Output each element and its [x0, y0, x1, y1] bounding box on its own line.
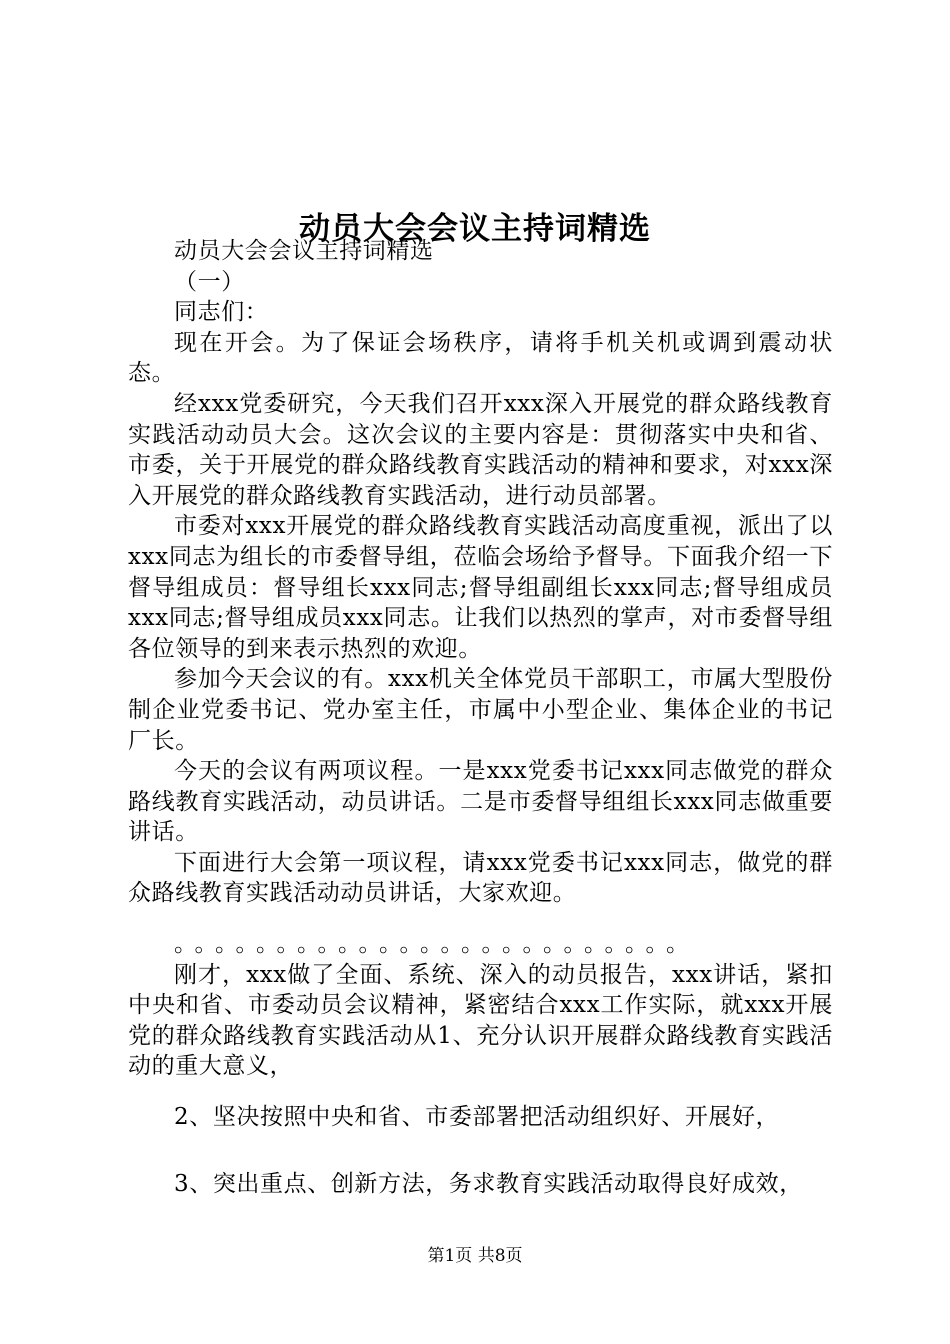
subtitle-paragraph: 动员大会会议主持词精选 — [174, 238, 434, 264]
body-paragraph: 下面进行大会第一项议程，请xxx党委书记xxx同志，做党的群众路线教育实践活动动员讲话，大家欢迎。 — [128, 849, 833, 907]
document-body — [128, 236, 833, 1199]
body-paragraph: 参加今天会议的有。xxx机关全体党员干部职工，市属大型股份制企业党委书记、党办室主任，市属中小型企业、集体企业的书记厂长。 — [128, 666, 833, 754]
list-item: 3、突出重点、创新方法，务求教育实践活动取得良好成效， — [174, 1170, 803, 1197]
ellipsis-separator: 。。。。。。。。。。。。。。。。。。。。。。。。。 — [174, 931, 698, 958]
body-paragraph: 市委对xxx开展党的群众路线教育实践活动高度重视，派出了以xxx同志为组长的市委督导组，莅临会场给予督导。下面我介绍一下督导组成员：督导组长xxx同志;督导组副组长xxx同志;督导组成员xxx同志;督导组成员xxx同志。让我们以热烈的掌声，对市委督导组各位领导的到来表示热烈的欢迎。 — [128, 513, 833, 662]
body-paragraph: 经xxx党委研究，今天我们召开xxx深入开展党的群众路线教育实践活动动员大会。这次会议的主要内容是：贯彻落实中央和省、市委，关于开展党的群众路线教育实践活动的精神和要求，对xxx深入开展党的群众路线教育实践活动，进行动员部署。 — [128, 390, 833, 509]
body-paragraph: 现在开会。为了保证会场秩序，请将手机关机或调到震动状态。 — [128, 329, 833, 387]
body-paragraph: 今天的会议有两项议程。一是xxx党委书记xxx同志做党的群众路线教育实践活动，动员讲话。二是市委督导组组长xxx同志做重要讲话。 — [128, 758, 833, 846]
document-title: 动员大会会议主持词精选 — [299, 210, 651, 247]
list-item: 2、坚决按照中央和省、市委部署把活动组织好、开展好， — [174, 1104, 780, 1131]
body-paragraph: 刚才，xxx做了全面、系统、深入的动员报告，xxx讲话，紧扣中央和省、市委动员会议精神，紧密结合xxx工作实际，就xxx开展党的群众路线教育实践活动从1、充分认识开展群众路线教育实践活动的重大意义， — [128, 961, 833, 1080]
salutation: 同志们： — [174, 299, 269, 326]
page-footer: 第1页 共8页 — [427, 1246, 523, 1266]
section-number: （一） — [174, 268, 245, 295]
